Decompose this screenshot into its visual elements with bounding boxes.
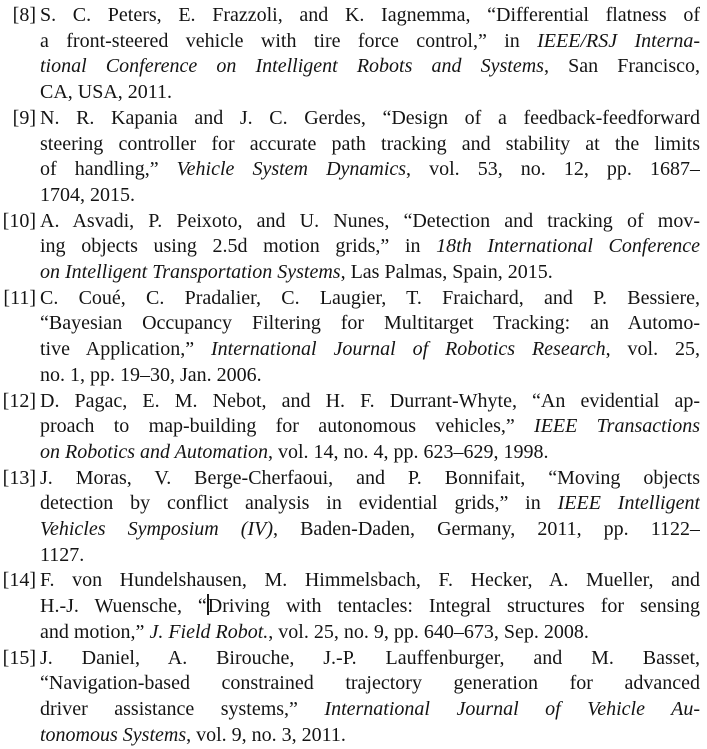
venue-italic-text: Vehicle System Dynamics	[176, 158, 407, 181]
reference-text: 1127.	[40, 543, 85, 566]
reference-label: [15]	[2, 646, 36, 669]
reference-text: “Bayesian Occupancy Filtering for Multitarget Tracking: an Automo-	[40, 312, 700, 335]
reference-body	[40, 568, 700, 645]
reference-body	[40, 389, 700, 466]
reference-text: driver assistance systems,”	[40, 697, 325, 720]
reference-label: [8]	[12, 4, 36, 26]
reference-line	[40, 389, 700, 415]
reference-text: , vol. 53, no. 12, pp. 1687–	[406, 158, 700, 181]
reference-line	[40, 594, 700, 620]
reference-line	[40, 723, 700, 749]
reference-text: detection by conflict analysis in evidential grids,” in	[40, 492, 558, 515]
reference-line	[40, 671, 700, 697]
reference-text: , vol. 9, no. 3, 2011.	[186, 723, 346, 746]
reference-line	[40, 491, 700, 517]
venue-italic-text: International Journal of Robotics Research	[211, 338, 606, 361]
reference-label: [9]	[12, 106, 36, 129]
reference-text: proach to map-building for autonomous vehicles,”	[40, 415, 535, 438]
reference-line	[40, 132, 700, 158]
reference-body	[40, 209, 700, 286]
reference-line	[40, 54, 700, 80]
venue-italic-text: Vehicles Symposium (IV)	[40, 518, 273, 541]
reference-line	[40, 80, 700, 106]
reference-line	[40, 29, 700, 55]
reference-text: J. Daniel, A. Birouche, J.-P. Lauffenburger, and M. Basset,	[40, 646, 700, 669]
reference-text: , vol. 14, no. 4, pp. 623–629, 1998.	[267, 440, 549, 463]
venue-italic-text: on Intelligent Transportation Systems	[40, 261, 341, 284]
reference-text: 1704, 2015.	[40, 183, 135, 206]
reference-text: of handling,”	[40, 158, 177, 181]
reference-text: no. 1, pp. 19–30, Jan. 2006.	[40, 363, 262, 386]
reference-text: ing objects using 2.5d motion grids,” in	[40, 235, 437, 258]
reference-body	[40, 3, 700, 106]
venue-italic-text: International Journal of Vehicle Au-	[324, 697, 700, 720]
venue-italic-text: IEEE/RSJ Interna-	[537, 29, 700, 52]
reference-text: C. Coué, C. Pradalier, C. Laugier, T. Fraichard, and P. Bessiere,	[40, 286, 700, 309]
reference-text: , vol. 25, no. 9, pp. 640–673, Sep. 2008.	[268, 620, 589, 643]
reference-text: , Baden-Daden, Germany, 2011, pp. 1122–	[273, 518, 700, 541]
reference-item	[2, 3, 700, 106]
reference-text: tive Application,”	[40, 338, 212, 361]
reference-text: , San Francisco,	[543, 55, 700, 78]
venue-italic-text: tonomous Systems	[40, 723, 187, 746]
reference-line	[40, 363, 700, 389]
reference-text: “Navigation-based constrained trajectory generation for advanced	[40, 672, 700, 695]
reference-line	[40, 517, 700, 543]
venue-italic-text: 18th International Conference	[436, 235, 700, 258]
reference-line	[40, 106, 700, 132]
reference-line	[40, 311, 700, 337]
reference-item	[2, 646, 700, 749]
reference-text: Driving with tentacles: Integral structures for sensing	[207, 595, 700, 618]
venue-italic-text: on Robotics and Automation	[40, 440, 268, 463]
reference-text: D. Pagac, E. M. Nebot, and H. F. Durrant-Whyte, “An evidential ap-	[40, 389, 700, 412]
reference-text: and motion,”	[40, 620, 150, 643]
reference-text: J. Moras, V. Berge-Cherfaoui, and P. Bonnifait, “Moving objects	[40, 466, 700, 489]
reference-text: S. C. Peters, E. Frazzoli, and K. Iagnemma, “Differential flatness of	[40, 4, 700, 26]
reference-item	[2, 389, 700, 466]
reference-text: CA, USA, 2011.	[40, 81, 173, 104]
reference-label: [12]	[2, 389, 36, 412]
reference-body	[40, 286, 700, 389]
reference-line	[40, 568, 700, 594]
reference-item	[2, 106, 700, 209]
reference-label: [11]	[3, 286, 36, 309]
reference-line	[40, 543, 700, 569]
reference-item	[2, 209, 700, 286]
reference-line	[40, 646, 700, 672]
venue-italic-text: tional Conference on Intelligent Robots and Systems	[40, 55, 544, 78]
reference-text: A. Asvadi, P. Peixoto, and U. Nunes, “Detection and tracking of mov-	[40, 209, 700, 232]
reference-line	[40, 157, 700, 183]
reference-item	[2, 568, 700, 645]
reference-label: [10]	[2, 209, 36, 232]
reference-line	[40, 3, 700, 29]
reference-label: [13]	[2, 466, 36, 489]
reference-line	[40, 466, 700, 492]
reference-line	[40, 234, 700, 260]
reference-body	[40, 466, 700, 569]
reference-line	[40, 286, 700, 312]
venue-italic-text: J. Field Robot.	[149, 620, 269, 643]
reference-item	[2, 466, 700, 569]
reference-line	[40, 414, 700, 440]
reference-line	[40, 697, 700, 723]
reference-text: , vol. 25,	[605, 338, 700, 361]
venue-italic-text: IEEE Transactions	[534, 415, 700, 438]
reference-text: a front-steered vehicle with tire force control,” in	[40, 29, 538, 52]
reference-body	[40, 106, 700, 209]
reference-line	[40, 260, 700, 286]
reference-line	[40, 337, 700, 363]
reference-line	[40, 440, 700, 466]
reference-text: N. R. Kapania and J. C. Gerdes, “Design of a feedback-feedforward	[40, 106, 700, 129]
reference-body	[40, 646, 700, 749]
references-list	[2, 3, 700, 748]
reference-item	[2, 286, 700, 389]
reference-text: H.-J. Wuensche, “	[40, 595, 207, 618]
reference-text: , Las Palmas, Spain, 2015.	[340, 261, 553, 284]
reference-line	[40, 620, 700, 646]
reference-text: steering controller for accurate path tracking and stability at the limits	[40, 132, 700, 155]
reference-label: [14]	[2, 569, 36, 592]
reference-line	[40, 209, 700, 235]
venue-italic-text: IEEE Intelligent	[557, 492, 700, 515]
reference-text: F. von Hundelshausen, M. Himmelsbach, F. Hecker, A. Mueller, and	[40, 569, 700, 592]
reference-line	[40, 183, 700, 209]
